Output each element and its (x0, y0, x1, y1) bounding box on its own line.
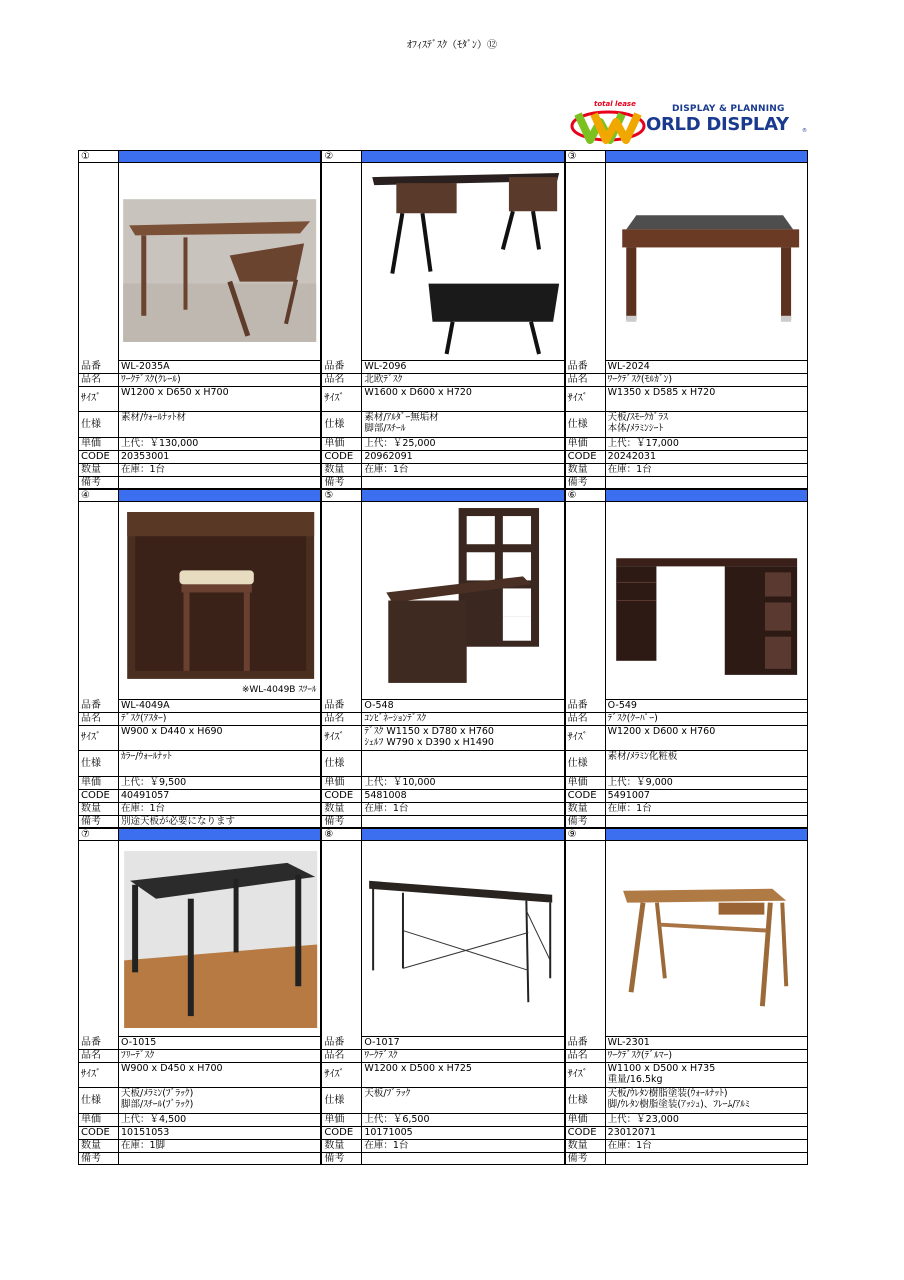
label-price: 単価 (565, 438, 605, 451)
label-spec: 仕様 (565, 412, 605, 438)
value-price: 上代：￥10,000 (361, 777, 564, 790)
label-size: ｻｲｽﾞ (78, 1063, 118, 1088)
item-number: ④ (78, 489, 118, 502)
logo-tagline: DISPLAY & PLANNING (672, 104, 785, 114)
value-code: 5481008 (361, 790, 564, 803)
product-image (118, 502, 321, 700)
value-price: 上代：￥17,000 (605, 438, 808, 451)
value-code_num: O-1017 (361, 1037, 564, 1050)
item-number: ⑧ (321, 828, 361, 841)
label-code: CODE (565, 1127, 605, 1140)
product-image (361, 502, 564, 700)
label-code: CODE (78, 451, 118, 464)
label-qty: 数量 (78, 803, 118, 816)
label-note: 備考 (78, 477, 118, 489)
value-spec (361, 751, 564, 777)
label-code_num: 品番 (78, 361, 118, 374)
value-qty: 在庫：1台 (361, 1140, 564, 1153)
value-code_num: O-1015 (118, 1037, 321, 1050)
label-size: ｻｲｽﾞ (565, 1063, 605, 1088)
label-note: 備考 (78, 816, 118, 828)
label-size: ｻｲｽﾞ (565, 387, 605, 412)
header-bar (118, 489, 321, 502)
label-size: ｻｲｽﾞ (321, 726, 361, 751)
header-bar (605, 489, 808, 502)
value-code: 20242031 (605, 451, 808, 464)
label-spec: 仕様 (321, 751, 361, 777)
value-qty: 在庫：1台 (605, 464, 808, 477)
value-qty: 在庫：1台 (118, 464, 321, 477)
value-name: ﾜｰｸﾃﾞｽｸ(ﾃﾞﾙﾏｰ) (605, 1050, 808, 1063)
product-image (118, 841, 321, 1037)
label-price: 単価 (321, 438, 361, 451)
value-code: 20353001 (118, 451, 321, 464)
value-name: ﾃﾞｽｸ(ｱｽﾀｰ) (118, 713, 321, 726)
item-number: ⑨ (565, 828, 605, 841)
item-number: ② (321, 150, 361, 163)
value-qty: 在庫：1台 (361, 803, 564, 816)
value-note (605, 477, 808, 489)
value-qty: 在庫：1台 (361, 464, 564, 477)
value-spec: 天板/ｽﾓｰｸｶﾞﾗｽ 本体/ﾒﾗﾐﾝｼｰﾄ (605, 412, 808, 438)
label-code: CODE (565, 790, 605, 803)
label-code_num: 品番 (78, 1037, 118, 1050)
label-name: 品名 (78, 713, 118, 726)
label-code_num: 品番 (321, 700, 361, 713)
label-size: ｻｲｽﾞ (78, 387, 118, 412)
value-spec: 素材/ｳｫｰﾙﾅｯﾄ材 (118, 412, 321, 438)
label-spec: 仕様 (78, 1088, 118, 1114)
label-name: 品名 (78, 374, 118, 387)
value-name: 北欧ﾃﾞｽｸ (361, 374, 564, 387)
label-code_num: 品番 (565, 361, 605, 374)
label-name: 品名 (565, 1050, 605, 1063)
label-spec: 仕様 (78, 751, 118, 777)
value-note (361, 1153, 564, 1165)
value-code: 23012071 (605, 1127, 808, 1140)
label-spec: 仕様 (565, 1088, 605, 1114)
label-price: 単価 (321, 777, 361, 790)
label-code: CODE (321, 790, 361, 803)
label-spec: 仕様 (321, 1088, 361, 1114)
header-bar (605, 828, 808, 841)
value-size: W900 x D440 x H690 (118, 726, 321, 751)
label-name: 品名 (565, 374, 605, 387)
value-code_num: WL-2301 (605, 1037, 808, 1050)
label-note: 備考 (78, 1153, 118, 1165)
value-spec: 素材/ｱﾙﾀﾞｰ無垢材 脚部/ｽﾁｰﾙ (361, 412, 564, 438)
label-code: CODE (78, 1127, 118, 1140)
product-grid (78, 150, 808, 1165)
value-price: 上代：￥4,500 (118, 1114, 321, 1127)
label-note: 備考 (565, 816, 605, 828)
label-code: CODE (78, 790, 118, 803)
value-spec: 天板/ﾒﾗﾐﾝ(ﾌﾞﾗｯｸ) 脚部/ｽﾁｰﾙ(ﾌﾞﾗｯｸ) (118, 1088, 321, 1114)
value-note: 別途天板が必要になります (118, 816, 321, 828)
header-bar (361, 150, 564, 163)
product-image (605, 163, 808, 361)
value-price: 上代：￥130,000 (118, 438, 321, 451)
value-size: W1200 x D600 x H760 (605, 726, 808, 751)
label-spec: 仕様 (565, 751, 605, 777)
value-name: ﾃﾞｽｸ(ｸｰﾊﾟｰ) (605, 713, 808, 726)
label-price: 単価 (565, 1114, 605, 1127)
value-price: 上代：￥23,000 (605, 1114, 808, 1127)
value-note (361, 477, 564, 489)
label-code_num: 品番 (565, 1037, 605, 1050)
value-size: W1600 x D600 x H720 (361, 387, 564, 412)
label-code_num: 品番 (321, 1037, 361, 1050)
value-spec: ｶﾗｰ/ｳｫｰﾙﾅｯﾄ (118, 751, 321, 777)
item-number: ① (78, 150, 118, 163)
header-bar (361, 828, 564, 841)
label-qty: 数量 (78, 1140, 118, 1153)
value-spec: 天板/ｳﾚﾀﾝ樹脂塗装(ｳｫｰﾙﾅｯﾄ) 脚/ｳﾚﾀﾝ樹脂塗装(ｱｯｼｭ)、ﾌﾚｰﾑ/ｱﾙﾐ (605, 1088, 808, 1114)
value-name: ﾜｰｸﾃﾞｽｸ(ｸﾚｰﾙ) (118, 374, 321, 387)
label-size: ｻｲｽﾞ (321, 387, 361, 412)
company-logo (570, 102, 810, 144)
item-number: ③ (565, 150, 605, 163)
label-size: ｻｲｽﾞ (565, 726, 605, 751)
label-size: ｻｲｽﾞ (321, 1063, 361, 1088)
label-code: CODE (321, 1127, 361, 1140)
value-code: 40491057 (118, 790, 321, 803)
label-spec: 仕様 (78, 412, 118, 438)
label-name: 品名 (565, 713, 605, 726)
product-image (605, 502, 808, 700)
item-number: ⑦ (78, 828, 118, 841)
value-note (605, 1153, 808, 1165)
value-code: 5491007 (605, 790, 808, 803)
value-name: ﾜｰｸﾃﾞｽｸ(ﾓﾙｶﾞﾝ) (605, 374, 808, 387)
value-code_num: O-549 (605, 700, 808, 713)
label-note: 備考 (565, 477, 605, 489)
value-note (118, 1153, 321, 1165)
value-size: W1100 x D500 x H735 重量/16.5kg (605, 1063, 808, 1088)
label-price: 単価 (565, 777, 605, 790)
label-code_num: 品番 (565, 700, 605, 713)
value-qty: 在庫：1台 (605, 803, 808, 816)
label-price: 単価 (321, 1114, 361, 1127)
value-code_num: WL-2024 (605, 361, 808, 374)
label-qty: 数量 (321, 464, 361, 477)
value-code: 10171005 (361, 1127, 564, 1140)
item-number: ⑥ (565, 489, 605, 502)
value-name: ﾌﾘｰﾃﾞｽｸ (118, 1050, 321, 1063)
page-title: ｵﾌｨｽﾃﾞｽｸ（ﾓﾀﾞﾝ）⑫ (407, 40, 497, 51)
logo-w-mark-icon (570, 102, 650, 144)
label-price: 単価 (78, 777, 118, 790)
label-code: CODE (565, 451, 605, 464)
value-size: ﾃﾞｽｸ W1150 x D780 x H760 ｼｪﾙﾌ W790 x D390 x H1490 (361, 726, 564, 751)
value-code_num: WL-2096 (361, 361, 564, 374)
label-name: 品名 (321, 374, 361, 387)
value-note (118, 477, 321, 489)
value-code: 20962091 (361, 451, 564, 464)
label-code_num: 品番 (321, 361, 361, 374)
label-name: 品名 (321, 1050, 361, 1063)
value-spec: 天板/ﾌﾞﾗｯｸ (361, 1088, 564, 1114)
product-image (361, 841, 564, 1037)
value-code_num: O-548 (361, 700, 564, 713)
value-note (605, 816, 808, 828)
value-price: 上代：￥25,000 (361, 438, 564, 451)
logo-name: ORLD DISPLAY (646, 114, 789, 135)
value-code_num: WL-4049A (118, 700, 321, 713)
value-spec: 素材/ﾒﾗﾐﾝ化粧板 (605, 751, 808, 777)
value-name: ﾜｰｸﾃﾞｽｸ (361, 1050, 564, 1063)
image-note: ※WL-4049B ｽﾂｰﾙ (241, 685, 317, 695)
label-spec: 仕様 (321, 412, 361, 438)
label-price: 単価 (78, 1114, 118, 1127)
label-qty: 数量 (565, 1140, 605, 1153)
value-qty: 在庫：1脚 (118, 1140, 321, 1153)
logo-total-lease: total lease (594, 100, 636, 108)
label-name: 品名 (78, 1050, 118, 1063)
value-size: W1350 x D585 x H720 (605, 387, 808, 412)
item-number: ⑤ (321, 489, 361, 502)
product-image (605, 841, 808, 1037)
label-note: 備考 (321, 816, 361, 828)
value-name: ｺﾝﾋﾞﾈｰｼｮﾝﾃﾞｽｸ (361, 713, 564, 726)
label-note: 備考 (565, 1153, 605, 1165)
header-bar (605, 150, 808, 163)
value-note (361, 816, 564, 828)
header-bar (118, 828, 321, 841)
label-note: 備考 (321, 477, 361, 489)
label-qty: 数量 (78, 464, 118, 477)
value-code: 10151053 (118, 1127, 321, 1140)
label-note: 備考 (321, 1153, 361, 1165)
logo-registered: ® (802, 128, 807, 134)
label-code_num: 品番 (78, 700, 118, 713)
label-qty: 数量 (565, 803, 605, 816)
value-size: W900 x D450 x H700 (118, 1063, 321, 1088)
label-price: 単価 (78, 438, 118, 451)
label-code: CODE (321, 451, 361, 464)
label-name: 品名 (321, 713, 361, 726)
value-qty: 在庫：1台 (605, 1140, 808, 1153)
value-size: W1200 x D500 x H725 (361, 1063, 564, 1088)
value-price: 上代：￥9,500 (118, 777, 321, 790)
label-qty: 数量 (565, 464, 605, 477)
product-image (118, 163, 321, 361)
value-price: 上代：￥6,500 (361, 1114, 564, 1127)
value-code_num: WL-2035A (118, 361, 321, 374)
value-price: 上代：￥9,000 (605, 777, 808, 790)
value-size: W1200 x D650 x H700 (118, 387, 321, 412)
label-qty: 数量 (321, 803, 361, 816)
label-qty: 数量 (321, 1140, 361, 1153)
label-size: ｻｲｽﾞ (78, 726, 118, 751)
header-bar (361, 489, 564, 502)
header-bar (118, 150, 321, 163)
value-qty: 在庫：1台 (118, 803, 321, 816)
product-image (361, 163, 564, 361)
